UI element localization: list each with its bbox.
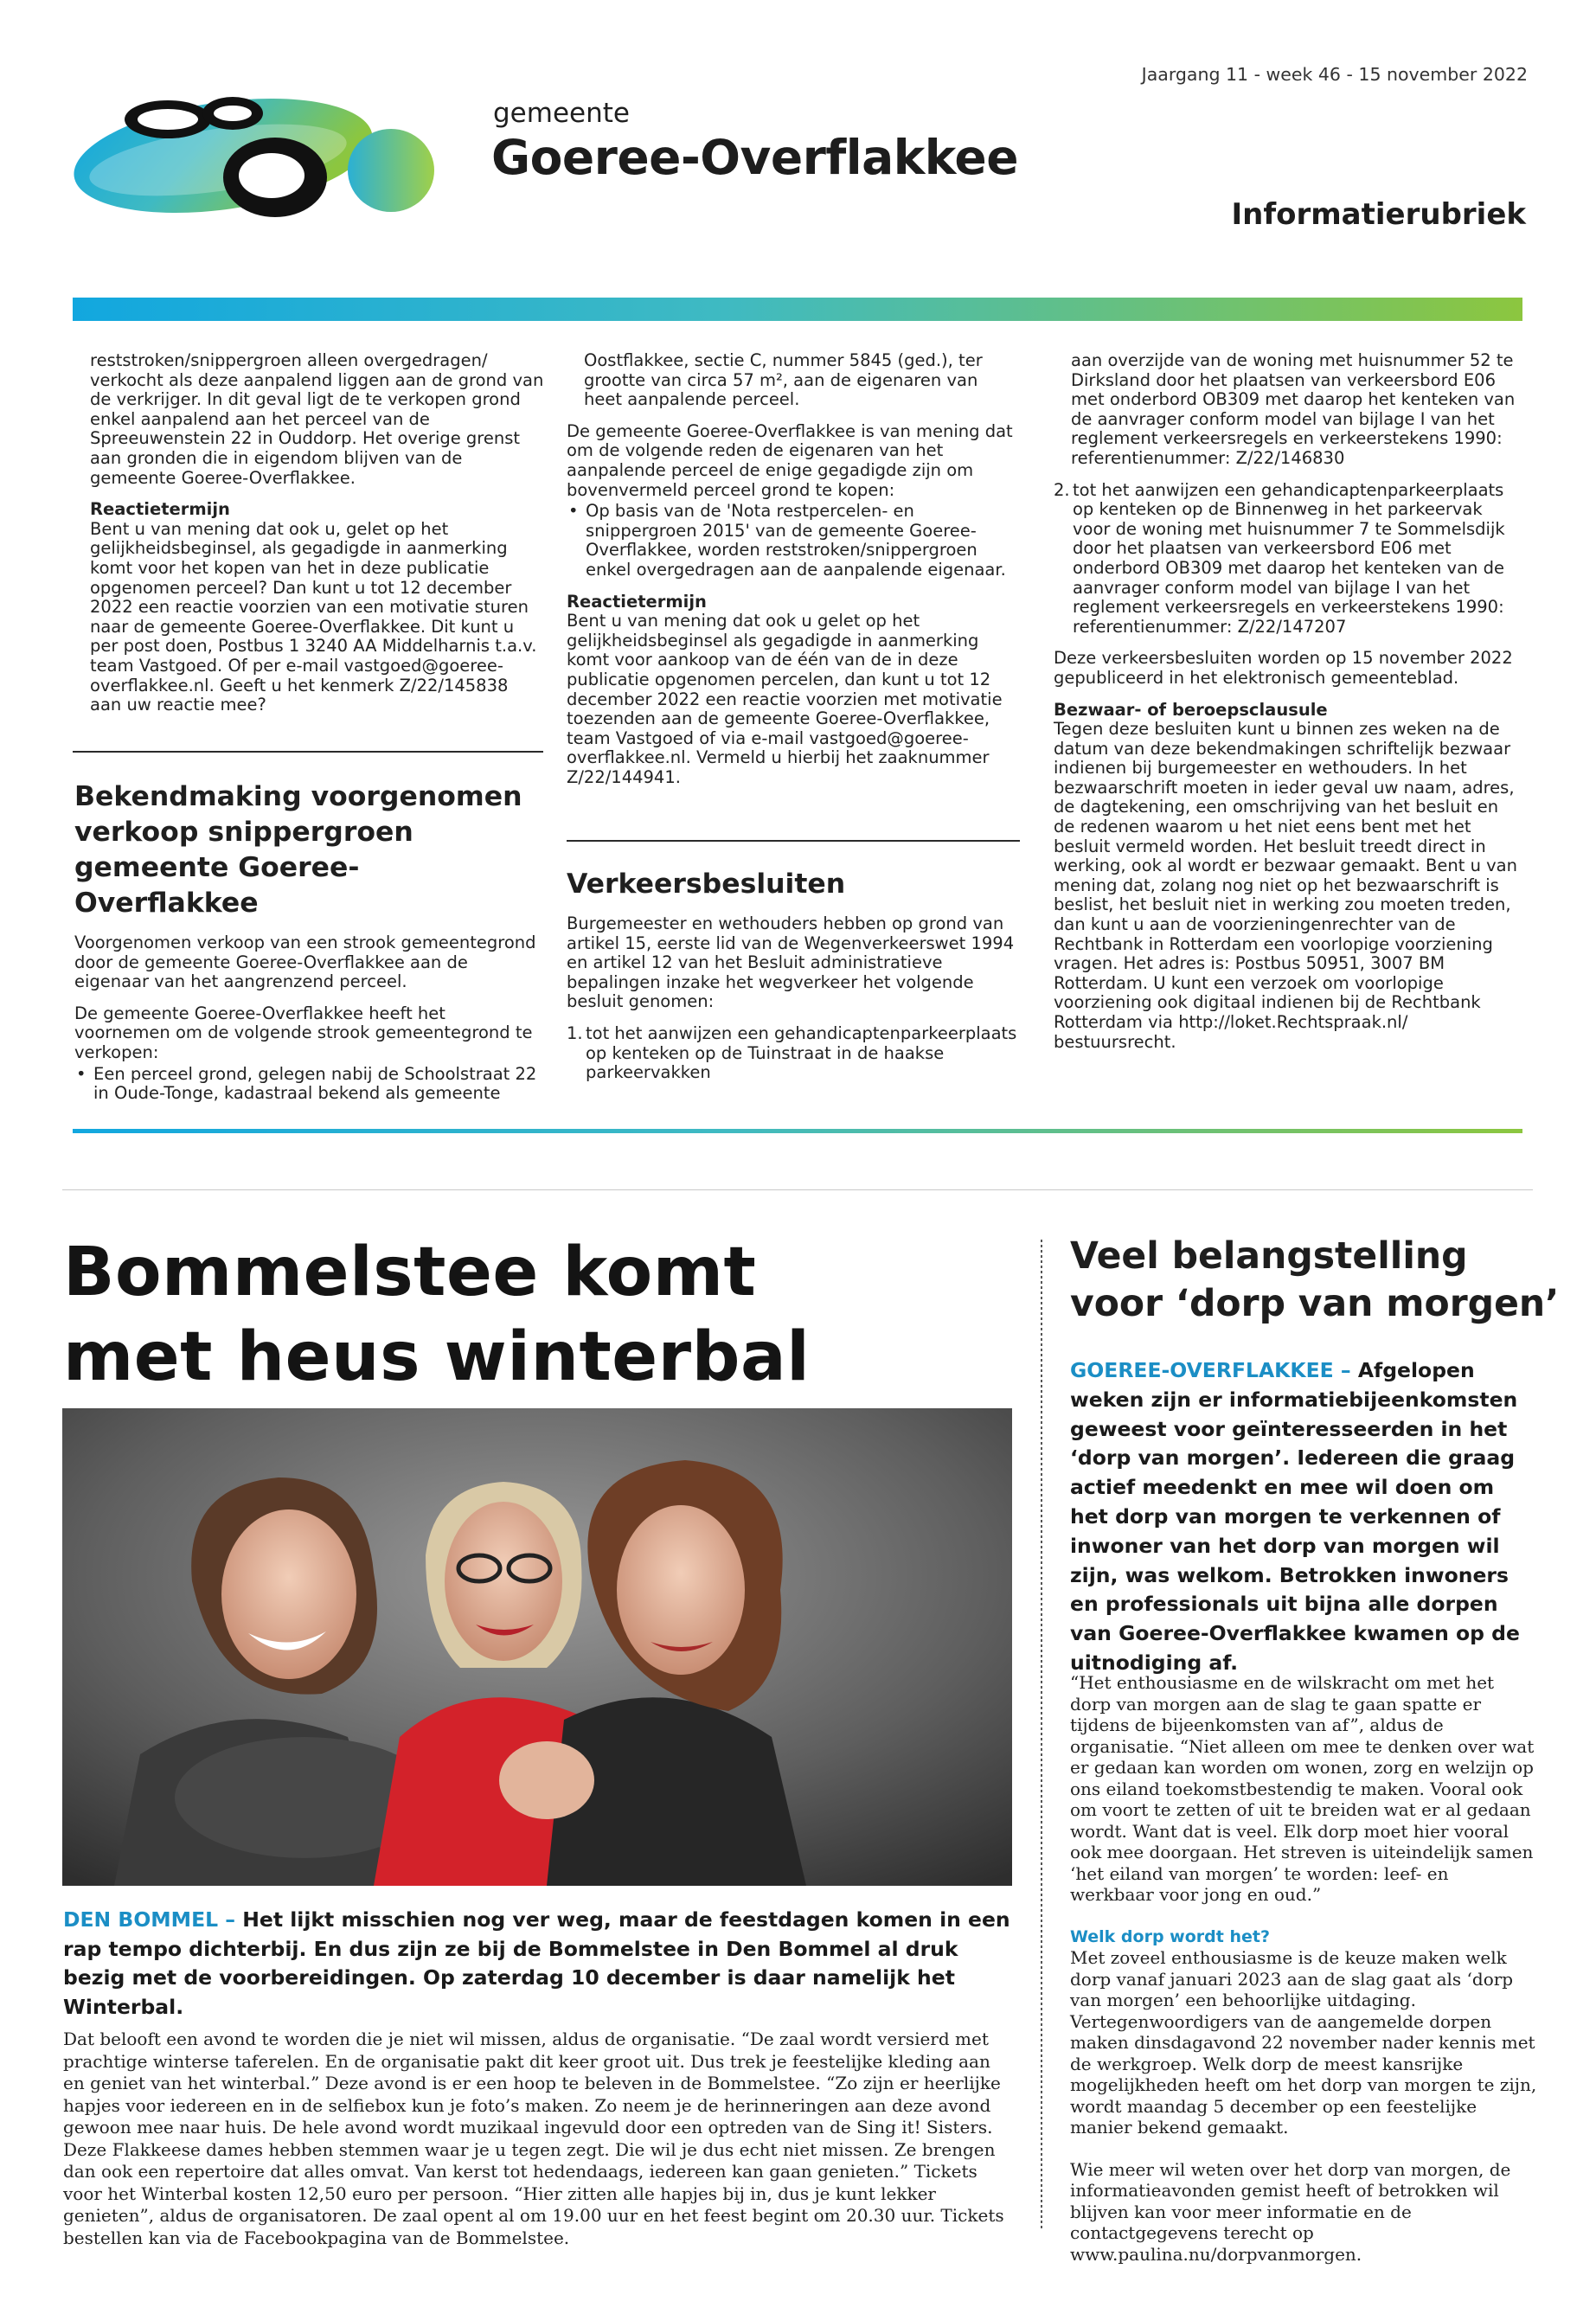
list-number: 1. — [567, 1022, 583, 1043]
sidebar-lead — [1070, 1356, 1537, 1678]
column-3 — [1054, 351, 1521, 1064]
list-number: 2. — [1054, 479, 1070, 500]
list-item: • Een perceel grond, gelegen nabij de Schoolstraat 22 in Oude-Tonge, kadastraal bekend als gemeente — [74, 1065, 543, 1104]
col1-paragraph: Voorgenomen verkoop van een strook gemeentegrond door de gemeente Goeree-Overflakkee aan de eigenaar van het aangrenzend perceel. — [74, 933, 536, 992]
column-2 — [567, 351, 1021, 799]
col2-paragraph: Burgemeester en wethouders hebben op grond van artikel 15, eerste lid van de Wegenverkeerswet 1994 en artikel 12 van het Besluit administratieve bepalingen inzake het wegverkeer het volgende besluit genomen: — [567, 913, 1015, 1012]
article-photo — [62, 1408, 1012, 1886]
column-1 — [90, 351, 544, 727]
col1-subheading: Reactietermijn — [90, 499, 230, 520]
municipality-name: Goeree-Overflakkee — [491, 130, 1018, 185]
col3-numbered-list — [1054, 481, 1521, 638]
col1-notice-title: Bekendmaking voorgenomen verkoop snippergroen gemeente Goeree-Overflakkee — [74, 781, 522, 919]
col2-traffic-title: Verkeersbesluiten — [567, 868, 846, 900]
sidebar-lead-text: Afgelopen weken zijn er informatiebijeenkomsten geweest voor geïnteresseerden in het ‘dorp van morgen’. Iedereen die graag actief meedenkt en mee wil doen om het dorp van morgen te verkennen of inwoner van het dorp van morgen wil zijn, was welkom. Betrokken inwoners en professionals uit bijna alle dorpen van Goeree-Overflakkee kwamen op de uitnodiging af. — [1070, 1358, 1520, 1675]
col2-paragraph: Oostflakkee, sectie C, nummer 5845 (ged.), ter grootte van circa 57 m², aan de eigenaren van heet aanpalende perceel. — [584, 350, 983, 410]
photo-three-women — [62, 1408, 1012, 1886]
sidebar-paragraph: Wie meer wil weten over het dorp van morgen, de informatieavonden gemist heeft of betrokken wil blijven kan voor meer informatie en de contactgegevens terecht op www.paulina.nu/dorpvanmorgen. — [1070, 2158, 1511, 2265]
list-item: • Op basis van de 'Nota restpercelen- en snippergroen 2015' van de gemeente Goeree-Overflakkee, worden reststroken/snippergroen enkel overgedragen aan de aanpalende eigenaar. — [567, 502, 1021, 580]
article-lead — [63, 1906, 1010, 2022]
municipality-logo — [71, 74, 445, 229]
col2-numbered-list — [567, 1024, 1021, 1083]
col2-subheading: Reactietermijn — [567, 591, 707, 612]
col1-divider — [73, 751, 543, 753]
list-item — [567, 1024, 1021, 1083]
header-gradient-bar — [73, 298, 1522, 321]
col3-paragraph: aan overzijde van de woning met huisnummer 52 te Dirksland door het plaatsen van verkeersbord E06 met onderbord OB309 met daarop het kenteken van de aanvrager conform model van bijlage I van het reglement verkeersregels en verkeerstekens 1990: referentienummer: Z/22/146830 — [1071, 350, 1516, 468]
list-item-text: tot het aanwijzen een gehandicaptenparkeerplaats op kenteken op de Tuinstraat in de haakse parkeervakken — [586, 1022, 1017, 1083]
column-2-traffic — [567, 867, 1021, 1095]
col2-paragraph: De gemeente Goeree-Overflakkee is van mening dat om de volgende reden de eigenaren van het aanpalende perceel de enige gegadigde zijn om bovenvermeld perceel grond te kopen: — [567, 420, 1013, 500]
logo-graphic — [71, 74, 445, 229]
col3-paragraph: Tegen deze besluiten kunt u binnen zes weken na de datum van deze bekendmakingen schriftelijk bezwaar indienen bij burgemeester en wethouders. In het bezwaarschrift moeten in ieder geval uw naam, adres, de dagtekening, een omschrijving van het besluit en de redenen waarom u het niet eens bent met het besluit vermeld worden. Het besluit treedt direct in werking, ook al wordt er bezwaar gemaakt. Bent u van mening dat, zolang nog niet op het bezwaarschrift is beslist, het besluit niet in werking zou moeten treden, dan kunt u aan de voorzieningenrechter van de Rechtbank in Rotterdam een voorlopige voorziening vragen. Het adres is: Postbus 50951, 3007 BM Rotterdam. U kunt een verzoek om voorlopige voorziening ook digitaal indienen bij de Rechtbank Rotterdam via http://loket.Rechtspraak.nl/ bestuursrecht. — [1054, 719, 1517, 1052]
article-lead-text: Het lijkt misschien nog ver weg, maar de feestdagen komen in een rap tempo dichterbij. En dus zijn ze bij de Bommelstee in Den Bommel al druk bezig met de voorbereidingen. Op zaterdag 10 december is daar namelijk het Winterbal. — [63, 1907, 1010, 2019]
sidebar-dateline: GOEREE-OVERFLAKKEE – — [1070, 1358, 1351, 1382]
dateline: Jaargang 11 - week 46 - 15 november 2022 — [1141, 64, 1528, 85]
sidebar-headline — [1070, 1233, 1559, 1328]
col3-paragraph: Deze verkeersbesluiten worden op 15 november 2022 gepubliceerd in het elektronisch gemeenteblad. — [1054, 648, 1513, 688]
dotted-column-divider — [1041, 1240, 1042, 2228]
headline-line: Bommelstee komt — [63, 1234, 757, 1311]
footer-gradient-bar — [73, 1129, 1522, 1133]
list-item — [1054, 481, 1521, 638]
column-1-notice — [74, 779, 543, 1116]
sidebar-paragraph: “Het enthousiasme en de wilskracht om met het dorp van morgen aan de slag te gaan spatte er tijdens de bijeenkomsten van af”, aldus de organisatie. “Niet alleen om mee te denken over wat er gedaan kan worden om wonen, zorg en welzijn op ons eiland toekomstbestendig te maken. Vooral ook om voort te zetten of uit te breiden wat er al gedaan wordt. Want dat is veel. Elk dorp moet hier vooral ook mee doorgaan. Het streven is uiteindelijk samen ‘het eiland van morgen’ te worden: leef- en werkbaar voor jong en oud.” — [1070, 1672, 1535, 1905]
sidebar-paragraph: Met zoveel enthousiasme is de keuze maken welk dorp vanaf januari 2023 aan de slag gaat als ‘dorp van morgen’ een behoorlijke uitdaging. Vertegenwoordigers van de aangemelde dorpen maken dinsdagavond 22 november nader kennis met de werkgroep. Welk dorp de meest kansrijke mogelijkheden heeft om het dorp van morgen te zijn, wordt maandag 5 december op een feestelijke manier bekend gemaakt. — [1070, 1947, 1537, 2138]
col2-divider — [567, 840, 1020, 842]
list-item-text: tot het aanwijzen een gehandicaptenparkeerplaats op kenteken op de Binnenweg in het parkeervak voor de woning met huisnummer 7 te Sommelsdijk door het plaatsen van verkeersbord E06 met onderbord OB309 met daarop het kenteken van de aanvrager conform model van bijlage I van het reglement verkeersregels en verkeerstekens 1990: referentienummer: Z/22/147207 — [1073, 479, 1505, 637]
headline-line: voor ‘dorp van morgen’ — [1070, 1283, 1560, 1325]
col1-bullet-list — [74, 1065, 543, 1104]
col1-paragraph: De gemeente Goeree-Overflakkee heeft het voornemen om de volgende strook gemeentegrond te verkopen: — [74, 1003, 533, 1062]
col2-paragraph: Bent u van mening dat ook u gelet op het gelijkheidsbeginsel als gegadigde in aanmerking komt voor aankoop van de één van de in deze publicatie opgenomen percelen, dan kunt u tot 12 december 2022 een reactie voorzien met motivatie toezenden aan de gemeente Goeree-Overflakkee, team Vastgoed of via e-mail vastgoed@goeree-overflakkee.nl. Vermeld u hierbij het zaaknummer Z/22/144941. — [567, 611, 1003, 787]
col3-subheading: Bezwaar- of beroepsclausule — [1054, 699, 1328, 720]
sidebar-body — [1070, 1672, 1537, 2285]
col2-bullet-list — [567, 502, 1021, 580]
section-title: Informatierubriek — [1231, 197, 1526, 232]
sidebar-subheading: Welk dorp wordt het? — [1070, 1926, 1270, 1946]
col1-paragraph: Bent u van mening dat ook u, gelet op het gelijkheidsbeginsel, als gegadigde in aanmerking komt voor het kopen van het in deze publicatie opgenomen perceel? Dan kunt u tot 12 december 2022 een reactie voorzien van een motivatie sturen naar de gemeente Goeree-Overflakkee. Dit kunt u per post doen, Postbus 1 3240 AA Middelharnis t.a.v. team Vastgoed. Of per e-mail vastgoed@goeree-overflakkee.nl. Geeft u het kenmerk Z/22/145838 aan uw reactie mee? — [90, 518, 537, 715]
page-divider — [62, 1189, 1533, 1190]
article-dateline: DEN BOMMEL – — [63, 1907, 236, 1932]
headline-line: met heus winterbal — [63, 1318, 811, 1396]
headline-line: Veel belangstelling — [1070, 1235, 1468, 1278]
col1-paragraph: reststroken/snippergroen alleen overgedragen/ verkocht als deze aanpalend liggen aan de grond van de verkrijger. In dit geval ligt de te verkopen grond enkel aanpalend aan het perceel van de Spreeuwenstein 22 in Ouddorp. Het overige grenst aan gronden die in eigendom blijven van de gemeente Goeree-Overflakkee. — [90, 350, 544, 488]
article-body: Dat belooft een avond te worden die je niet wil missen, aldus de organisatie. “De zaal wordt versierd met prachtige winterse taferelen. En de organisatie pakt dit keer groot uit. Dus trek je feestelijke kleding aan en geniet van het winterbal.” Deze avond is er een hoop te beleven in de Bommelstee. “Zo zijn er heerlijke hapjes voor iedereen en in de selfiebox kun je foto’s maken. Zo neem je de herinneringen aan deze avond gewoon mee naar huis. De hele avond wordt muzikaal ingevuld door een optreden van de Sing it! Sisters. Deze Flakkeese dames hebben stemmen waar je u tegen zegt. Die wil je dus echt niet missen. Ze brengen dan ook een repertoire dat alles omvat. Van kerst tot hedendaags, iedereen kan gaan genieten.” Tickets voor het Winterbal kosten 12,50 euro per persoon. “Hier zitten alle hapjes bij in, dus je kunt lekker genieten”, aldus de organisatoren. De zaal opent al om 19.00 uur en het feest begint om 20.30 uur. Tickets bestellen kan via de Facebookpagina van de Bommelstee. — [63, 2029, 1004, 2248]
municipality-small: gemeente — [493, 98, 630, 129]
article-headline — [63, 1230, 810, 1400]
